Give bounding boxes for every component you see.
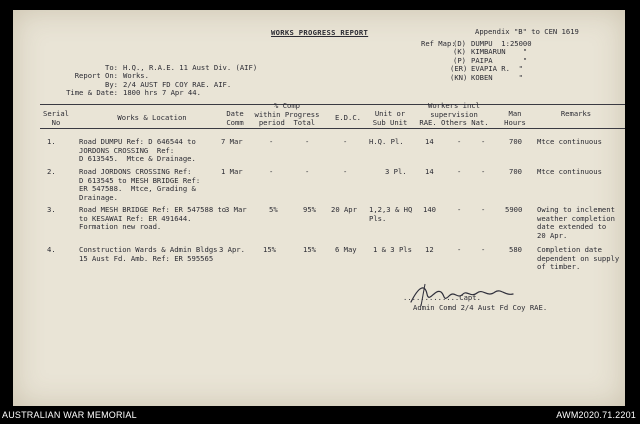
cell-unit: 3 Pl. — [385, 167, 407, 176]
cell-man-hours: 5900 — [505, 205, 523, 214]
cell-works: Road JORDONS CROSSING Ref: D 613545 to MESH BRIDGE Ref: ER 547588. Mtce, Grading & Drainage. — [79, 167, 201, 202]
cell-edc: - — [343, 167, 348, 176]
cell-pct-total: - — [305, 137, 310, 146]
col-header-serial: Serial No — [43, 109, 69, 127]
cell-pct-total: - — [305, 167, 310, 176]
col-header-remarks: Remarks — [560, 109, 592, 118]
cell-workers-nat: - — [481, 205, 486, 214]
cell-pct-total: 15% — [303, 245, 316, 254]
cell-edc: 6 May — [335, 245, 357, 254]
cell-date-comm: 3 Apr. — [219, 245, 245, 254]
cell-workers-nat: - — [481, 137, 486, 146]
cell-serial: 3. — [47, 205, 56, 214]
cell-works: Construction Wards & Admin Bldgs 15 Aust Fd. Amb. Ref: ER 595565 — [79, 245, 218, 263]
cell-workers-others: - — [457, 205, 462, 214]
cell-date-comm: 1 Mar — [221, 167, 243, 176]
cell-pct-period: 15% — [263, 245, 276, 254]
cell-workers-nat: - — [481, 167, 486, 176]
cell-man-hours: 700 — [509, 137, 522, 146]
cell-unit: 1 & 3 Pls — [373, 245, 412, 254]
cell-serial: 1. — [47, 137, 56, 146]
col-header-man-hours: Man Hours — [504, 109, 526, 127]
header-by: By: 2/4 AUST FD COY RAE. AIF. — [105, 79, 232, 89]
cell-man-hours: 700 — [509, 167, 522, 176]
cell-remarks: Owing to inclement weather completion date extended to 20 Apr. — [537, 205, 615, 240]
report-title: WORKS PROGRESS REPORT — [271, 28, 369, 37]
cell-workers-rae: 12 — [425, 245, 434, 254]
header-report-on: Report On: Works. — [74, 71, 149, 81]
signature-title: Admin Comd 2/4 Aust Fd Coy RAE. — [413, 303, 548, 312]
cell-unit: H.Q. Pl. — [369, 137, 404, 146]
institution-caption: AUSTRALIAN WAR MEMORIAL — [2, 410, 137, 420]
cell-remarks: Mtce continuous — [537, 167, 602, 176]
cell-edc: - — [343, 137, 348, 146]
col-header-date-comm: Date Comm — [226, 109, 244, 127]
cell-pct-period: 5% — [269, 205, 278, 214]
appendix-reference: Appendix "B" to CEN 1619 — [475, 27, 579, 36]
col-header-unit: Unit or Sub Unit — [372, 109, 408, 127]
cell-man-hours: 580 — [509, 245, 522, 254]
col-header-works: Works & Location — [117, 113, 187, 122]
cell-serial: 4. — [47, 245, 56, 254]
cell-date-comm: 3 Mar — [225, 205, 247, 214]
cell-pct-period: - — [269, 137, 274, 146]
cell-workers-rae: 140 — [423, 205, 436, 214]
cell-workers-rae: 14 — [425, 137, 434, 146]
document-page: WORKS PROGRESS REPORT Appendix "B" to CEN 1619 Ref Map: (D) DUMPU 1:25000 (K) KIMBARUN " (P) PAIPA " (ER) EVAPIA R. " (KN) KOBEN " To: H.Q., R.A.E. 11 Aust Div. (AIF) Report On: Works. By: 2/4 AUST FD COY RAE. AIF. Time & Date: 1800 hrs 7 Apr 44. Serial No Works & Location Date Comm % Comp within Progress period Total E.D.C. Unit or Sub Unit Workers incl supervision RAE. Others Nat. Man Hours Remarks 1. Road DUMPU Ref: D 646544 to JORDONS CROSSING Ref: D 613545. Mtce & Drainage. 7 Mar - - - H.Q. Pl. 14 - - 700 Mtce continuous 2. Road JORDONS CROSSING Ref: D 613545 to MESH BRIDGE Ref: ER 547588. Mtce, Grading & Drainage. 1 Mar - - - 3 Pl. 14 - - 700 Mtce continuous 3. Road MESH BRIDGE Ref: ER 547588 to to KESAWAI Ref: ER 491644. Formation new road. 3 Mar 5% 95% 20 Apr 1,2,3 & HQ Pls. 140 - - 5900 Owing to inclement weather completion date extended to 20 Apr. 4. Construction Wards & Admin Bldgs 15 Aust Fd. Amb. Ref: ER 595565 3 Apr. 15% 15% 6 May 1 & 3 Pls 12 - - 580 Completion date dependent on supply of timber. .............Capt. Admin Comd 2/4 Aust Fd Coy RAE. — [13, 10, 625, 406]
cell-unit: 1,2,3 & HQ Pls. — [369, 205, 413, 223]
cell-pct-total: 95% — [303, 205, 316, 214]
cell-serial: 2. — [47, 167, 56, 176]
accession-number: AWM2020.71.2201 — [556, 410, 636, 420]
cell-workers-others: - — [457, 245, 462, 254]
signature-rank: .............Capt. — [403, 293, 481, 302]
cell-remarks: Mtce continuous — [537, 137, 602, 146]
cell-workers-nat: - — [481, 245, 486, 254]
header-fields — [53, 64, 353, 98]
ref-map-label: Ref Map: — [421, 39, 456, 48]
table-header-rule — [40, 128, 625, 129]
col-header-edc: E.D.C. — [335, 113, 361, 122]
col-header-workers: Workers incl supervision RAE. Others Nat. — [419, 101, 489, 128]
col-header-percent-complete: % Comp within Progress period Total — [254, 101, 320, 128]
header-to: To: H.Q., R.A.E. 11 Aust Div. (AIF) — [105, 63, 258, 72]
cell-pct-period: - — [269, 167, 274, 176]
cell-remarks: Completion date dependent on supply of timber. — [537, 245, 620, 272]
cell-works: Road MESH BRIDGE Ref: ER 547588 to to KESAWAI Ref: ER 491644. Formation new road. — [79, 205, 227, 232]
cell-edc: 20 Apr — [331, 205, 357, 214]
cell-workers-others: - — [457, 167, 462, 176]
cell-works: Road DUMPU Ref: D 646544 to JORDONS CROSSING Ref: D 613545. Mtce & Drainage. — [79, 137, 196, 164]
cell-workers-rae: 14 — [425, 167, 434, 176]
cell-workers-others: - — [457, 137, 462, 146]
header-time-date: Time & Date: 1800 hrs 7 Apr 44. — [66, 88, 201, 98]
table-top-rule — [40, 104, 625, 105]
cell-date-comm: 7 Mar — [221, 137, 243, 146]
